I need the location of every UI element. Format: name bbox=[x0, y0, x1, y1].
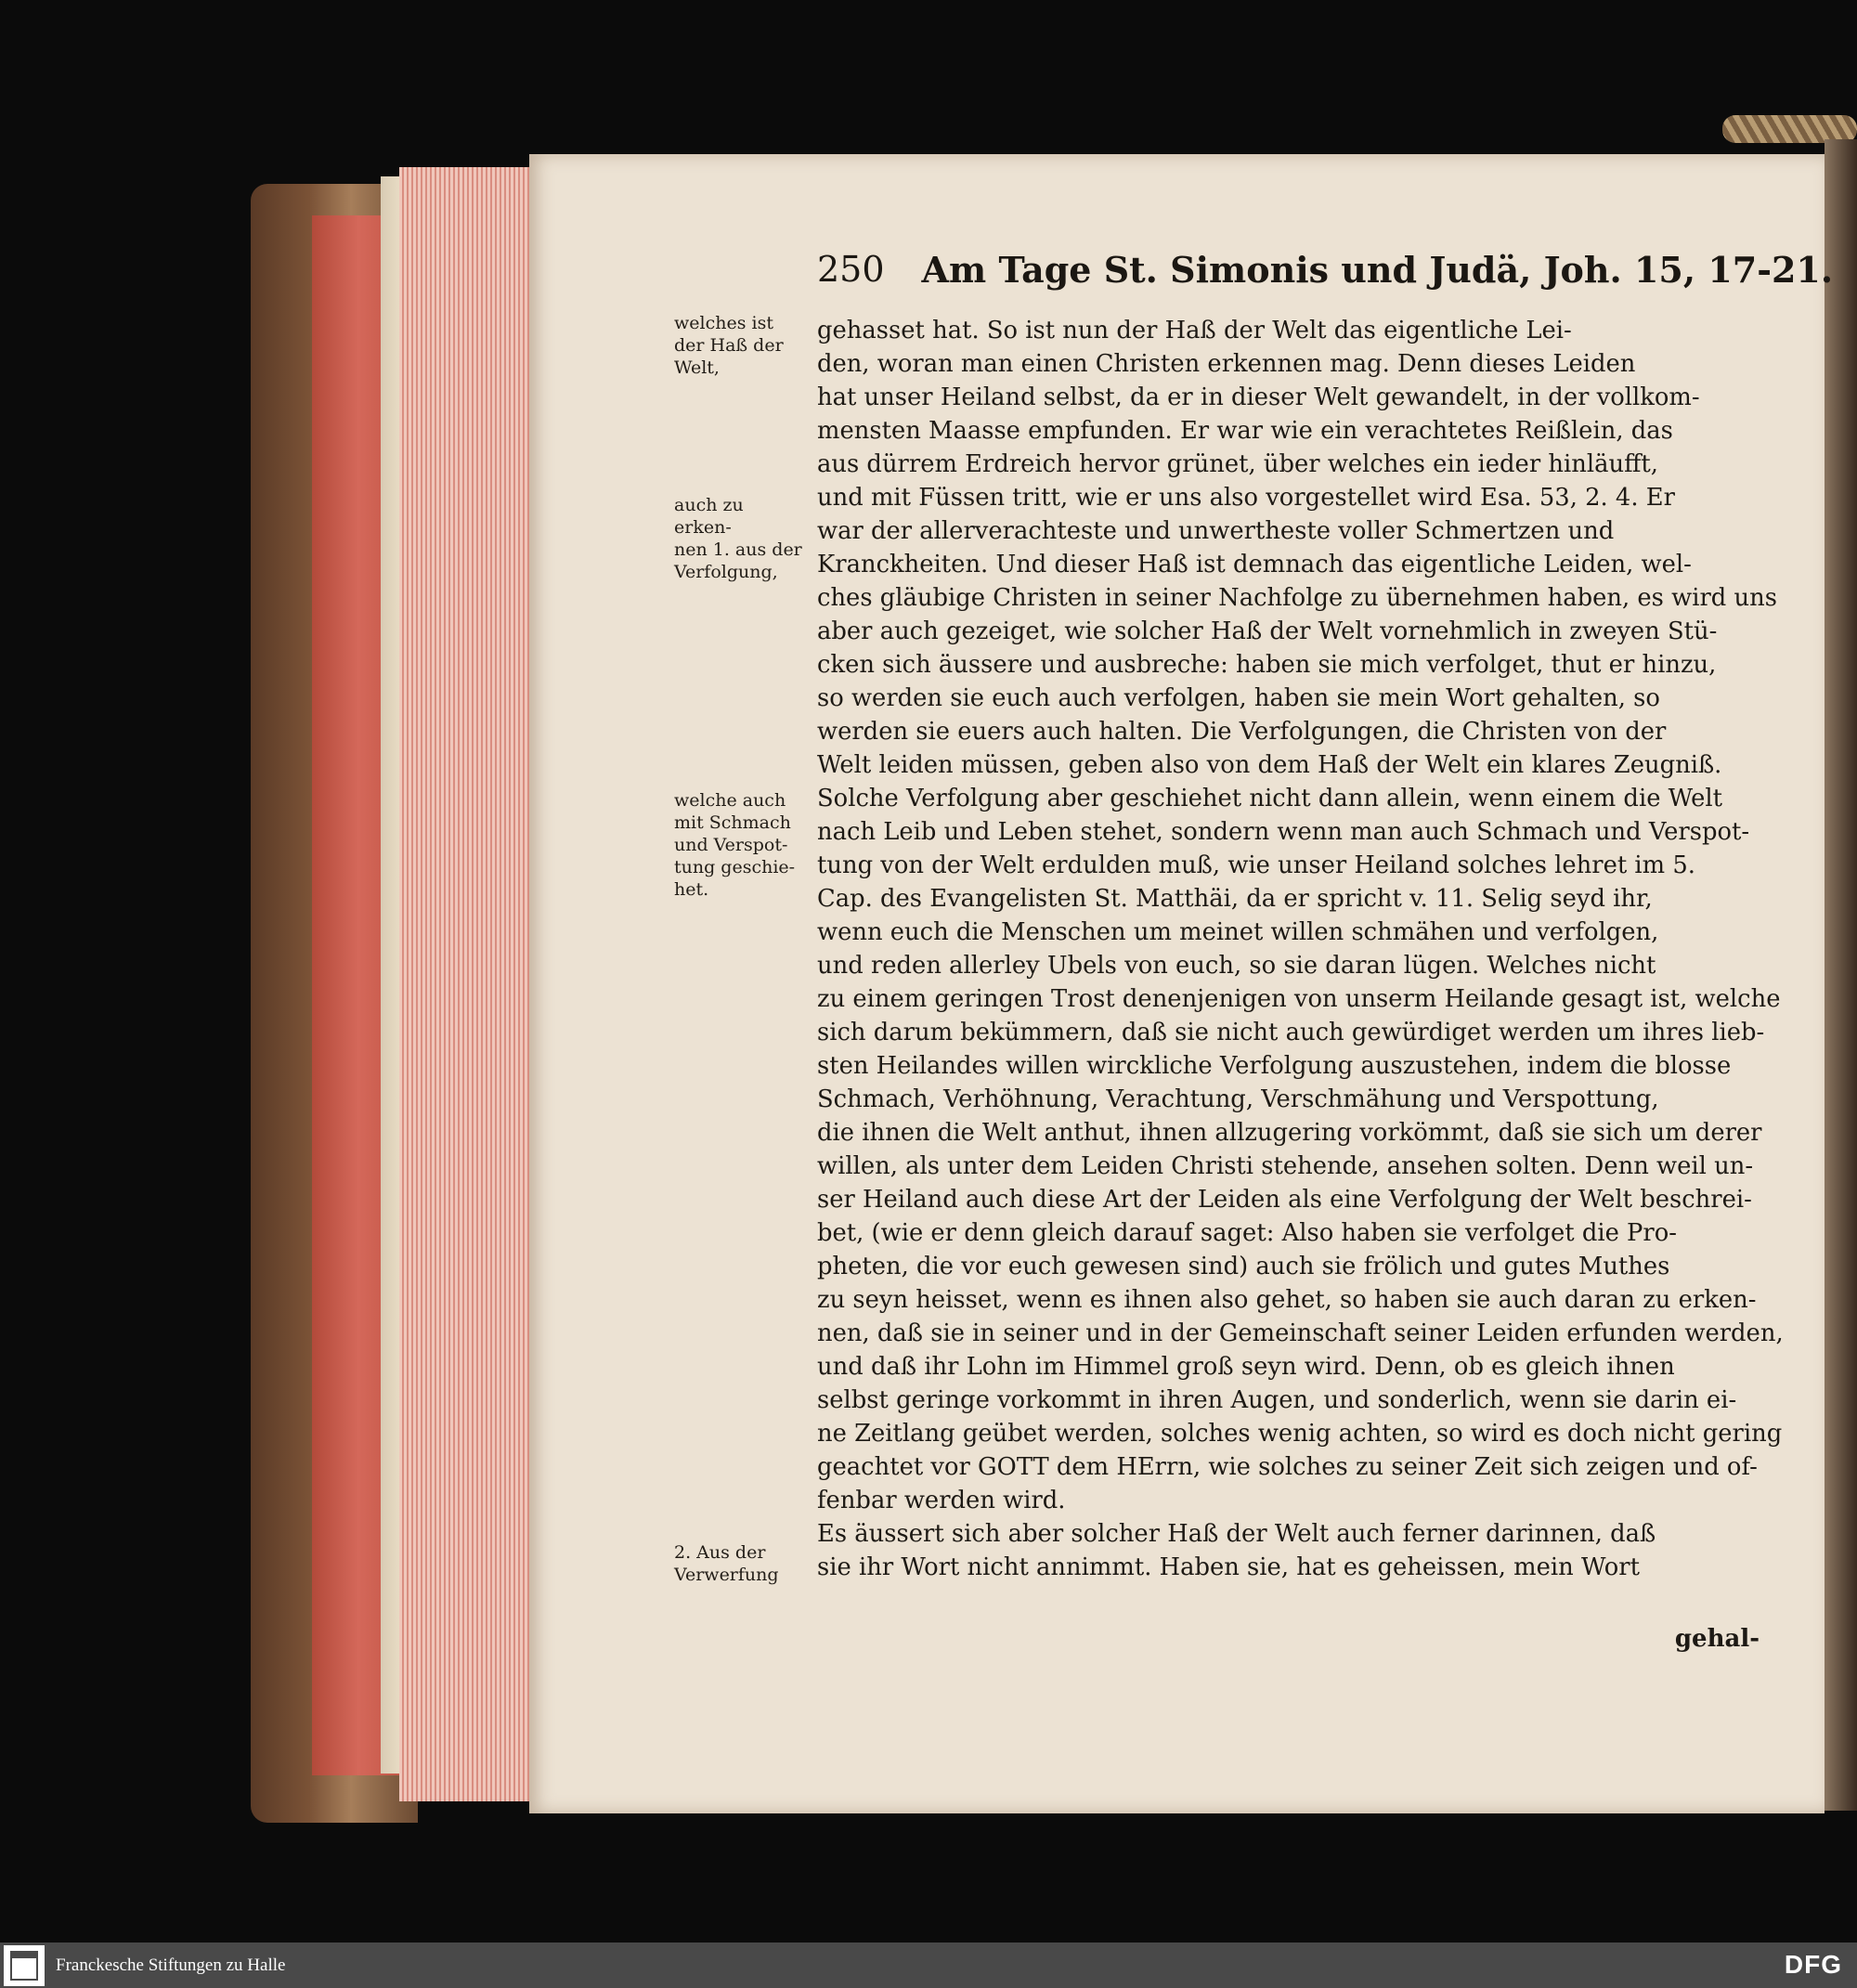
text-line: Es äussert sich aber solcher Haß der Welt auch ferner darinnen, daß bbox=[817, 1520, 1656, 1548]
text-line: sten Heilandes willen wirckliche Verfolgung auszustehen, indem die blosse bbox=[817, 1052, 1732, 1080]
text-line: aus dürrem Erdreich hervor grünet, über welches ein ieder hinläufft, bbox=[817, 450, 1658, 478]
text-line: willen, als unter dem Leiden Christi stehende, ansehen solten. Denn weil un- bbox=[817, 1152, 1754, 1180]
institution-label: Franckesche Stiftungen zu Halle bbox=[56, 1955, 286, 1975]
text-line: Solche Verfolgung aber geschiehet nicht dann allein, wenn einem die Welt bbox=[817, 785, 1722, 812]
text-line: nen, daß sie in seiner und in der Gemeinschaft seiner Leiden erfunden werden, bbox=[817, 1319, 1784, 1347]
running-head bbox=[817, 249, 1834, 291]
text-line: geachtet vor GOTT dem HErrn, wie solches zu seiner Zeit sich zeigen und of- bbox=[817, 1453, 1758, 1481]
text-line: gehasset hat. So ist nun der Haß der Welt das eigentliche Lei- bbox=[817, 317, 1572, 344]
text-line: ne Zeitlang geübet werden, solches wenig achten, so wird es doch nicht gering bbox=[817, 1420, 1783, 1448]
text-line: zu einem geringen Trost denenjenigen von unserm Heilande gesagt ist, welche bbox=[817, 985, 1781, 1013]
page-stack bbox=[399, 167, 539, 1801]
text-line: aber auch gezeiget, wie solcher Haß der Welt vornehmlich in zweyen Stü- bbox=[817, 617, 1718, 645]
catchword: gehal- bbox=[1674, 1625, 1760, 1653]
text-line: selbst geringe vorkommt in ihren Augen, und sonderlich, wenn sie darin ei- bbox=[817, 1386, 1737, 1414]
text-line: ser Heiland auch diese Art der Leiden als eine Verfolgung der Welt beschrei- bbox=[817, 1186, 1752, 1214]
text-line: war der allerverachteste und unwertheste voller Schmertzen und bbox=[817, 517, 1615, 545]
footer-bar bbox=[0, 1943, 1857, 1988]
text-line: so werden sie euch auch verfolgen, haben sie mein Wort gehalten, so bbox=[817, 684, 1660, 712]
body-text bbox=[817, 314, 1784, 1584]
text-line: und daß ihr Lohn im Himmel groß seyn wird. Denn, ob es gleich ihnen bbox=[817, 1353, 1675, 1381]
text-line: und mit Füssen tritt, wie er uns also vorgestellet wird Esa. 53, 2. 4. Er bbox=[817, 484, 1675, 512]
text-line: wenn euch die Menschen um meinet willen schmähen und verfolgen, bbox=[817, 918, 1659, 946]
text-line: tung von der Welt erdulden muß, wie unser Heiland solches lehret im 5. bbox=[817, 851, 1695, 879]
dfg-logo: DFG bbox=[1784, 1950, 1842, 1979]
text-line: hat unser Heiland selbst, da er in dieser Welt gewandelt, in der vollkom- bbox=[817, 383, 1700, 411]
book-right-edge bbox=[1825, 139, 1857, 1811]
text-line: pheten, die vor euch gewesen sind) auch sie frölich und gutes Muthes bbox=[817, 1253, 1670, 1280]
margin-note: 2. Aus der Verwerfung bbox=[674, 1542, 779, 1585]
margin-note: welche auch mit Schmach und Verspot- tung geschie- het. bbox=[674, 790, 796, 900]
text-line: die ihnen die Welt anthut, ihnen allzugering vorkömmt, daß sie sich um derer bbox=[817, 1119, 1762, 1147]
margin-note: welches ist der Haß der Welt, bbox=[674, 313, 784, 378]
text-line: Welt leiden müssen, geben also von dem Haß der Welt ein klares Zeugniß. bbox=[817, 751, 1722, 779]
text-line: sie ihr Wort nicht annimmt. Haben sie, hat es geheissen, mein Wort bbox=[817, 1553, 1640, 1581]
text-line: und reden allerley Ubels von euch, so sie daran lügen. Welches nicht bbox=[817, 952, 1656, 980]
text-line: fenbar werden wird. bbox=[817, 1487, 1066, 1514]
text-line: den, woran man einen Christen erkennen mag. Denn dieses Leiden bbox=[817, 350, 1636, 378]
text-line: bet, (wie er denn gleich darauf saget: Also haben sie verfolget die Pro- bbox=[817, 1219, 1677, 1247]
margin-note: auch zu erken- nen 1. aus der Verfolgung, bbox=[674, 495, 802, 582]
running-title: Am Tage St. Simonis und Judä, Joh. 15, 17-21. bbox=[921, 249, 1834, 291]
text-line: mensten Maasse empfunden. Er war wie ein verachtetes Reißlein, das bbox=[817, 417, 1673, 445]
text-line: ches gläubige Christen in seiner Nachfolge zu übernehmen haben, es wird uns bbox=[817, 584, 1777, 612]
text-line: zu seyn heisset, wenn es ihnen also gehet, so haben sie auch daran zu erken- bbox=[817, 1286, 1757, 1314]
text-line: Cap. des Evangelisten St. Matthäi, da er spricht v. 11. Selig seyd ihr, bbox=[817, 885, 1653, 913]
text-line: werden sie euers auch halten. Die Verfolgungen, die Christen von der bbox=[817, 718, 1667, 746]
page-number: 250 bbox=[817, 249, 885, 290]
institution-logo-icon bbox=[4, 1945, 45, 1986]
text-line: Kranckheiten. Und dieser Haß ist demnach das eigentliche Leiden, wel- bbox=[817, 551, 1692, 578]
text-line: sich darum bekümmern, daß sie nicht auch gewürdiget werden um ihres lieb- bbox=[817, 1019, 1765, 1046]
text-line: cken sich äussere und ausbreche: haben sie mich verfolget, thut er hinzu, bbox=[817, 651, 1717, 679]
text-line: nach Leib und Leben stehet, sondern wenn man auch Schmach und Verspot- bbox=[817, 818, 1750, 846]
text-line: Schmach, Verhöhnung, Verachtung, Verschmähung und Verspottung, bbox=[817, 1085, 1659, 1113]
